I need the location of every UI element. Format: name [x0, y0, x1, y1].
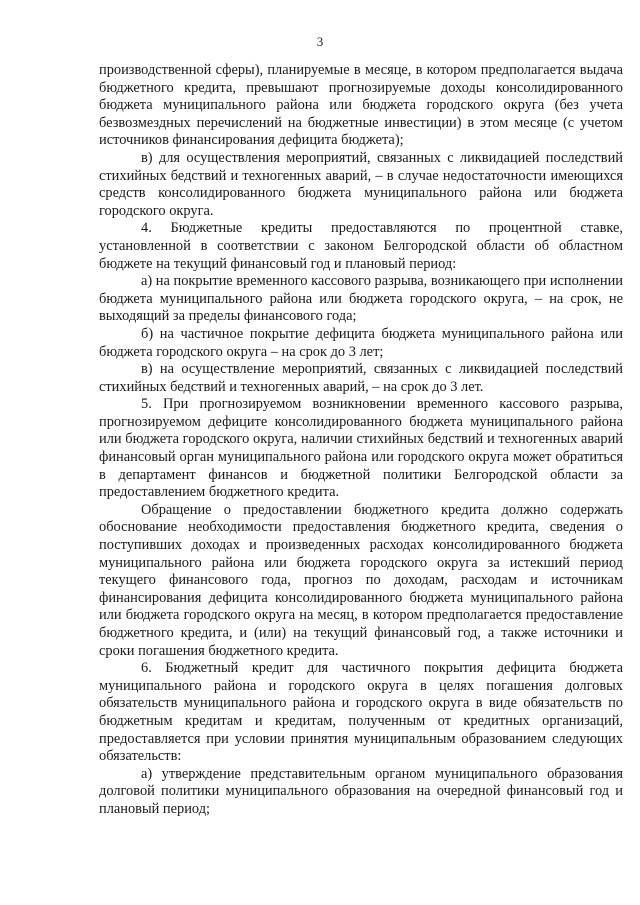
paragraph-4: 4. Бюджетные кредиты предоставляются по процентной ставке, установленной в соответствии с законом Белгородской области об областном бюджете на текущий финансовый год и плановый период: — [99, 220, 623, 272]
paragraph-5: 5. При прогнозируемом возникновении временного кассового разрыва, прогнозируемом дефиците консолидированного бюджета муниципального района или бюджета городского округа, наличии стихийных бедствий и техногенных аварий финансовый орган муниципального района или городского округа может обратиться в департамент финансов и бюджетной политики Белгородской области за предоставлением бюджетного кредита. — [99, 396, 623, 501]
paragraph-request: Обращение о предоставлении бюджетного кредита должно содержать обоснование необходимости предоставления бюджетного кредита, сведения о поступивших доходах и произведенных расходах консолидированного бюджета муниципального района или бюджета городского округа за истекший период текущего финансового года, прогноз по доходам, расходам и источникам финансирования дефицита консолидированного бюджета муниципального района или бюджета городского округа на месяц, в котором предполагается предоставление бюджетного кредита, и (или) на текущий финансовый год, а также источники и сроки погашения бюджетного кредита. — [99, 501, 623, 659]
document-body — [99, 62, 623, 819]
paragraph-4a: а) на покрытие временного кассового разрыва, возникающего при исполнении бюджета муниципального района или бюджета городского округа, – на срок, не выходящий за пределы финансового года; — [99, 273, 623, 325]
paragraph-6: 6. Бюджетный кредит для частичного покрытия дефицита бюджета муниципального района и городского округа в целях погашения долговых обязательств муниципального района и городского округа в виде обязательств по бюджетным кредитам и кредитам, полученным от кредитных организаций, предоставляется при условии принятия муниципальным образованием следующих обязательств: — [99, 660, 623, 765]
paragraph-6a: а) утверждение представительным органом муниципального образования долговой политики муниципального образования на очередной финансовый год и плановый период; — [99, 765, 623, 817]
paragraph-4v: в) на осуществление мероприятий, связанных с ликвидацией последствий стихийных бедствий и техногенных аварий, – на срок до 3 лет. — [99, 361, 623, 395]
paragraph-3v: в) для осуществления мероприятий, связанных с ликвидацией последствий стихийных бедствий и техногенных аварий, – в случае недостаточности имеющихся средств консолидированного бюджета муниципального района или бюджета городского округа. — [99, 149, 623, 219]
paragraph-continuation: производственной сферы), планируемые в месяце, в котором предполагается выдача бюджетного кредита, превышают прогнозируемые доходы консолидированного бюджета муниципального района или бюджета городского округа (без учета безвозмездных перечислений на бюджетные инвестиции) в этом месяце (с учетом источников финансирования дефицита бюджета); — [99, 62, 623, 149]
page-number: 3 — [316, 34, 324, 49]
paragraph-4b: б) на частичное покрытие дефицита бюджета муниципального района или бюджета городского округа – на срок до 3 лет; — [99, 325, 623, 360]
